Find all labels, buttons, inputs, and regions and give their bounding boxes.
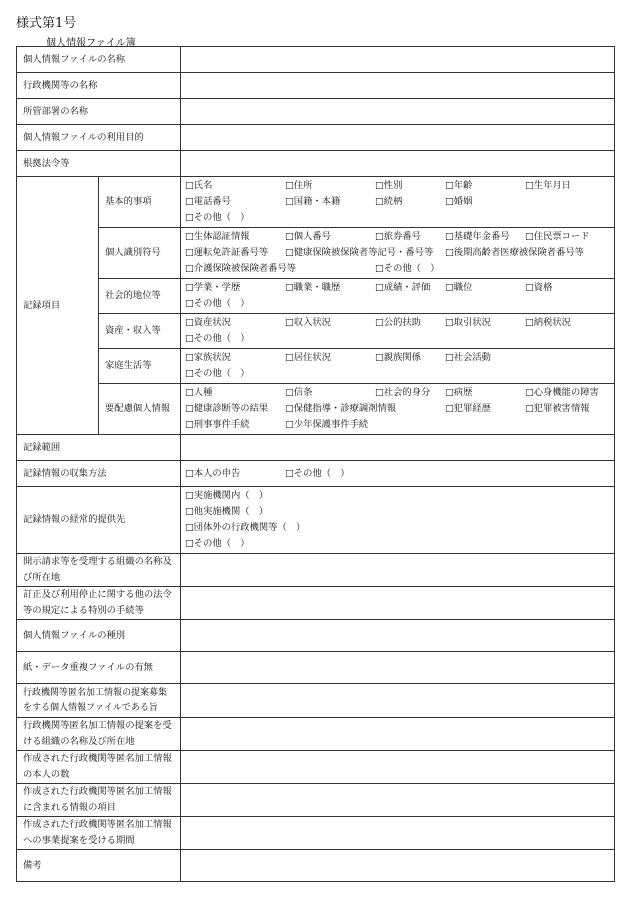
checkbox-option[interactable]: □職位 [445,282,473,293]
checkbox-option[interactable]: □性別 [375,180,403,191]
checkbox-option[interactable]: □住民票コード [525,231,590,242]
label-paper-data-duplicate: 紙・データ重複ファイルの有無 [17,652,181,684]
checkbox-option[interactable]: □後期高齢者医療被保険者番号等 [445,247,584,258]
checkbox-option[interactable]: □健康診断等の結果 [185,403,269,414]
checkbox-option[interactable]: □人種 [185,387,213,398]
category-family-options [181,349,615,384]
label-disclosure-org: 開示請求等を受理する組織の名称及び所在地 [17,554,181,587]
value-agency-name[interactable] [181,73,615,99]
label-legal-basis: 根拠法令等 [17,151,181,177]
label-purpose: 個人情報ファイルの利用目的 [17,125,181,151]
value-remarks[interactable] [181,850,615,882]
checkbox-option[interactable]: □少年保護事件手続 [285,419,369,430]
value-anon-period[interactable] [181,817,615,850]
checkbox-option[interactable]: □その他（ ） [185,538,250,549]
checkbox-option[interactable]: □生体認証情報 [185,231,250,242]
value-legal-basis[interactable] [181,151,615,177]
checkbox-option[interactable]: □続柄 [375,196,403,207]
checkbox-option[interactable]: □心身機能の障害 [525,387,599,398]
checkbox-option[interactable]: □資格 [525,282,553,293]
checkbox-option[interactable]: □社会活動 [445,352,491,363]
checkbox-option[interactable]: □居住状況 [285,352,331,363]
label-record-scope: 記録範囲 [17,435,181,461]
checkbox-option[interactable]: □電話番号 [185,196,231,207]
checkbox-option[interactable]: □生年月日 [525,180,571,191]
checkbox-option[interactable]: □他実施機関（ ） [185,506,269,517]
value-proposal-org[interactable] [181,718,615,751]
checkbox-option[interactable]: □その他（ ） [375,263,440,274]
label-regular-recipients: 記録情報の経常的提供先 [17,487,181,554]
checkbox-option[interactable]: □取引状況 [445,317,491,328]
category-assets-label: 資産・収入等 [99,314,181,349]
category-identifier-options [181,228,615,279]
checkbox-option[interactable]: □団体外の行政機関等（ ） [185,522,306,533]
value-anon-items[interactable] [181,784,615,817]
checkbox-option[interactable]: □婚姻 [445,196,473,207]
category-basic-options [181,177,615,228]
checkbox-option[interactable]: □介護保険被保険者番号等 [185,263,297,274]
label-special-procedure: 訂正及び利用停止に関する他の法令等の規定による特別の手続等 [17,587,181,620]
label-agency-name: 行政機関等の名称 [17,73,181,99]
checkbox-option[interactable]: □信条 [285,387,313,398]
checkbox-option[interactable]: □実施機関内（ ） [185,490,269,501]
checkbox-option[interactable]: □親族関係 [375,352,421,363]
regular-recipient-options [181,487,615,554]
category-assets-options [181,314,615,349]
label-department-name: 所管部署の名称 [17,99,181,125]
value-paper-data-duplicate[interactable] [181,652,615,684]
category-sensitive-label: 要配慮個人情報 [99,384,181,435]
category-social-label: 社会的地位等 [99,279,181,314]
checkbox-option[interactable]: □職業・職歴 [285,282,341,293]
checkbox-option[interactable]: □社会的身分 [375,387,431,398]
category-identifier-label: 個人識別符号 [99,228,181,279]
category-basic-label: 基本的事項 [99,177,181,228]
checkbox-option[interactable]: □保健指導・診療調剤情報 [285,403,397,414]
checkbox-option[interactable]: □運転免許証番号等 [185,247,269,258]
value-proposal-solicitation[interactable] [181,684,615,718]
personal-info-file-register-table [16,46,615,882]
value-department-name[interactable] [181,99,615,125]
checkbox-option[interactable]: □収入状況 [285,317,331,328]
checkbox-option[interactable]: □本人の申告 [185,467,241,479]
label-file-type: 個人情報ファイルの種別 [17,620,181,652]
label-remarks: 備考 [17,850,181,882]
collection-method-options [181,461,615,487]
category-family-label: 家庭生活等 [99,349,181,384]
checkbox-option[interactable]: □納税状況 [525,317,571,328]
value-disclosure-org[interactable] [181,554,615,587]
checkbox-option[interactable]: □氏名 [185,180,213,191]
checkbox-option[interactable]: □健康保険被保険者等記号・番号等 [285,247,434,258]
label-collection-method: 記録情報の収集方法 [17,461,181,487]
label-file-name: 個人情報ファイルの名称 [17,47,181,73]
value-anon-count[interactable] [181,751,615,784]
label-proposal-solicitation: 行政機関等匿名加工情報の提案募集をする個人情報ファイルである旨 [17,684,181,718]
checkbox-option[interactable]: □家族状況 [185,352,231,363]
checkbox-option[interactable]: □旅券番号 [375,231,421,242]
checkbox-option[interactable]: □その他（ ） [285,467,350,479]
category-sensitive-options [181,384,615,435]
checkbox-option[interactable]: □成績・評価 [375,282,431,293]
checkbox-option[interactable]: □刑事事件手続 [185,419,250,430]
checkbox-option[interactable]: □住所 [285,180,313,191]
checkbox-option[interactable]: □その他（ ） [185,368,250,379]
category-social-options [181,279,615,314]
checkbox-option[interactable]: □病歴 [445,387,473,398]
checkbox-option[interactable]: □資産状況 [185,317,231,328]
checkbox-option[interactable]: □犯罪被害情報 [525,403,590,414]
checkbox-option[interactable]: □学業・学歴 [185,282,241,293]
checkbox-option[interactable]: □国籍・本籍 [285,196,341,207]
checkbox-option[interactable]: □公的扶助 [375,317,421,328]
label-anon-period: 作成された行政機関等匿名加工情報への事業提案を受ける期間 [17,817,181,850]
checkbox-option[interactable]: □個人番号 [285,231,331,242]
label-proposal-org: 行政機関等匿名加工情報の提案を受ける組織の名称及び所在地 [17,718,181,751]
checkbox-option[interactable]: □犯罪経歴 [445,403,491,414]
value-record-scope[interactable] [181,435,615,461]
checkbox-option[interactable]: □年齢 [445,180,473,191]
form-number: 様式第1号 [16,16,77,31]
checkbox-option[interactable]: □基礎年金番号 [445,231,510,242]
form-subtitle: 個人情報ファイル簿 [46,38,136,49]
checkbox-option[interactable]: □その他（ ） [185,333,250,344]
label-anon-count: 作成された行政機関等匿名加工情報の本人の数 [17,751,181,784]
label-record-items: 記録項目 [17,177,99,435]
checkbox-option[interactable]: □その他（ ） [185,298,250,309]
checkbox-option[interactable]: □その他（ ） [185,212,250,223]
value-file-name[interactable] [181,47,615,73]
value-special-procedure[interactable] [181,587,615,620]
value-purpose[interactable] [181,125,615,151]
label-anon-items: 作成された行政機関等匿名加工情報に含まれる情報の項目 [17,784,181,817]
value-file-type[interactable] [181,620,615,652]
